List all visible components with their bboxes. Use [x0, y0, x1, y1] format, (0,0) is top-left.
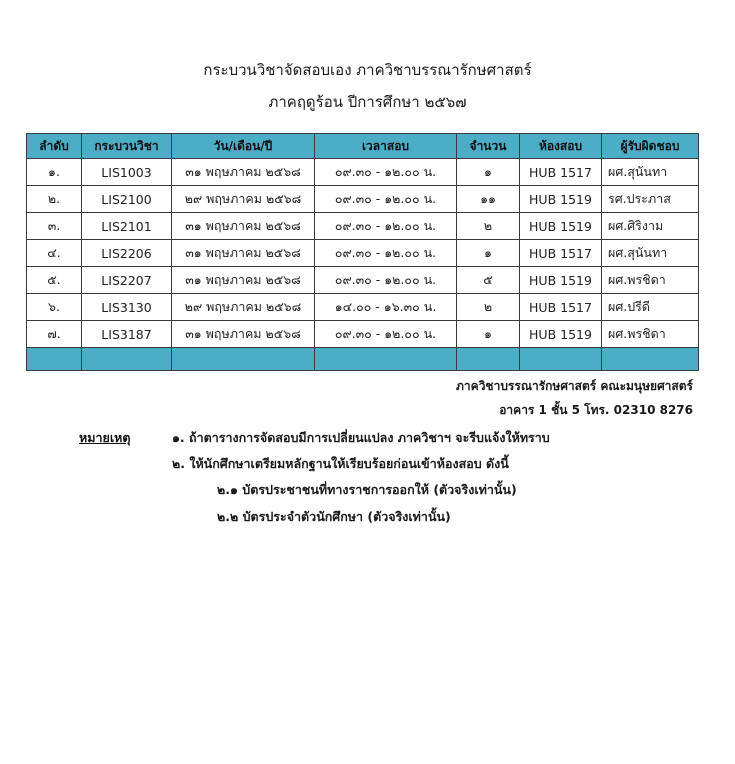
cell-date: ๒๙ พฤษภาคม ๒๕๖๘	[172, 294, 315, 321]
cell-count: ๑๑	[457, 186, 520, 213]
table-header-row	[27, 134, 699, 159]
footer-cell	[27, 348, 82, 371]
table-row	[27, 294, 699, 321]
cell-date: ๒๙ พฤษภาคม ๒๕๖๘	[172, 186, 315, 213]
cell-course: LIS2206	[82, 240, 172, 267]
cell-time: ๐๙.๓๐ - ๑๒.๐๐ น.	[315, 267, 457, 294]
cell-no: ๗.	[27, 321, 82, 348]
cell-course: LIS3187	[82, 321, 172, 348]
note-subitem: ๒.๑ บัตรประชาชนที่ทางราชการออกให้ (ตัวจริงเท่านั้น)	[217, 482, 517, 497]
cell-responsible: ผศ.ปรีดี	[602, 294, 699, 321]
cell-room: HUB 1517	[520, 240, 602, 267]
cell-time: ๑๔.๐๐ - ๑๖.๓๐ น.	[315, 294, 457, 321]
notes-label: หมายเหตุ	[79, 430, 131, 445]
footer-cell	[82, 348, 172, 371]
cell-room: HUB 1519	[520, 321, 602, 348]
cell-responsible: ผศ.สุนันทา	[602, 240, 699, 267]
footer-cell	[520, 348, 602, 371]
cell-course: LIS2100	[82, 186, 172, 213]
cell-no: ๕.	[27, 267, 82, 294]
cell-room: HUB 1517	[520, 159, 602, 186]
cell-time: ๐๙.๓๐ - ๑๒.๐๐ น.	[315, 321, 457, 348]
cell-responsible: ผศ.พรชิดา	[602, 267, 699, 294]
cell-time: ๐๙.๓๐ - ๑๒.๐๐ น.	[315, 213, 457, 240]
footer-cell	[172, 348, 315, 371]
column-header-count: จำนวน	[457, 134, 520, 159]
cell-date: ๓๑ พฤษภาคม ๒๕๖๘	[172, 321, 315, 348]
cell-no: ๒.	[27, 186, 82, 213]
table-row	[27, 186, 699, 213]
column-header-date: วัน/เดือน/ปี	[172, 134, 315, 159]
cell-time: ๐๙.๓๐ - ๑๒.๐๐ น.	[315, 240, 457, 267]
cell-room: HUB 1519	[520, 186, 602, 213]
cell-responsible: ผศ.ศิริงาม	[602, 213, 699, 240]
column-header-no: ลำดับ	[27, 134, 82, 159]
cell-responsible: ผศ.สุนันทา	[602, 159, 699, 186]
note-item: ๑. ถ้าตารางการจัดสอบมีการเปลี่ยนแปลง ภาควิชาฯ จะรีบแจ้งให้ทราบ	[172, 430, 550, 445]
cell-course: LIS1003	[82, 159, 172, 186]
footer-cell	[457, 348, 520, 371]
cell-count: ๒	[457, 213, 520, 240]
cell-responsible: รศ.ประภาส	[602, 186, 699, 213]
note-item: ๒. ให้นักศึกษาเตรียมหลักฐานให้เรียบร้อยก่อนเข้าห้องสอบ ดังนี้	[172, 456, 509, 471]
document-title: กระบวนวิชาจัดสอบเอง ภาควิชาบรรณารักษศาสตร์	[203, 61, 532, 79]
column-header-course: กระบวนวิชา	[82, 134, 172, 159]
cell-date: ๓๑ พฤษภาคม ๒๕๖๘	[172, 159, 315, 186]
column-header-time: เวลาสอบ	[315, 134, 457, 159]
cell-course: LIS3130	[82, 294, 172, 321]
cell-no: ๓.	[27, 213, 82, 240]
cell-count: ๑	[457, 321, 520, 348]
note-subitem: ๒.๒ บัตรประจำตัวนักศึกษา (ตัวจริงเท่านั้น)	[217, 509, 451, 524]
cell-course: LIS2207	[82, 267, 172, 294]
cell-room: HUB 1519	[520, 267, 602, 294]
cell-date: ๓๑ พฤษภาคม ๒๕๖๘	[172, 267, 315, 294]
cell-count: ๒	[457, 294, 520, 321]
cell-room: HUB 1519	[520, 213, 602, 240]
department-contact: อาคาร 1 ชั้น 5 โทร. 02310 8276	[499, 403, 693, 417]
cell-count: ๕	[457, 267, 520, 294]
footer-cell	[602, 348, 699, 371]
table-row	[27, 213, 699, 240]
cell-time: ๐๙.๓๐ - ๑๒.๐๐ น.	[315, 159, 457, 186]
table-row	[27, 240, 699, 267]
exam-schedule-table	[26, 133, 699, 371]
cell-room: HUB 1517	[520, 294, 602, 321]
cell-count: ๑	[457, 240, 520, 267]
cell-no: ๖.	[27, 294, 82, 321]
document-subtitle: ภาคฤดูร้อน ปีการศึกษา ๒๕๖๗	[268, 93, 467, 111]
cell-date: ๓๑ พฤษภาคม ๒๕๖๘	[172, 213, 315, 240]
footer-cell	[315, 348, 457, 371]
cell-time: ๐๙.๓๐ - ๑๒.๐๐ น.	[315, 186, 457, 213]
cell-count: ๑	[457, 159, 520, 186]
table-footer-band	[27, 348, 699, 371]
cell-no: ๑.	[27, 159, 82, 186]
cell-course: LIS2101	[82, 213, 172, 240]
cell-date: ๓๑ พฤษภาคม ๒๕๖๘	[172, 240, 315, 267]
column-header-responsible: ผู้รับผิดชอบ	[602, 134, 699, 159]
table-row	[27, 159, 699, 186]
cell-responsible: ผศ.พรชิดา	[602, 321, 699, 348]
cell-no: ๔.	[27, 240, 82, 267]
table-row	[27, 321, 699, 348]
department-name: ภาควิชาบรรณารักษศาสตร์ คณะมนุษยศาสตร์	[456, 379, 693, 393]
column-header-room: ห้องสอบ	[520, 134, 602, 159]
table-row	[27, 267, 699, 294]
